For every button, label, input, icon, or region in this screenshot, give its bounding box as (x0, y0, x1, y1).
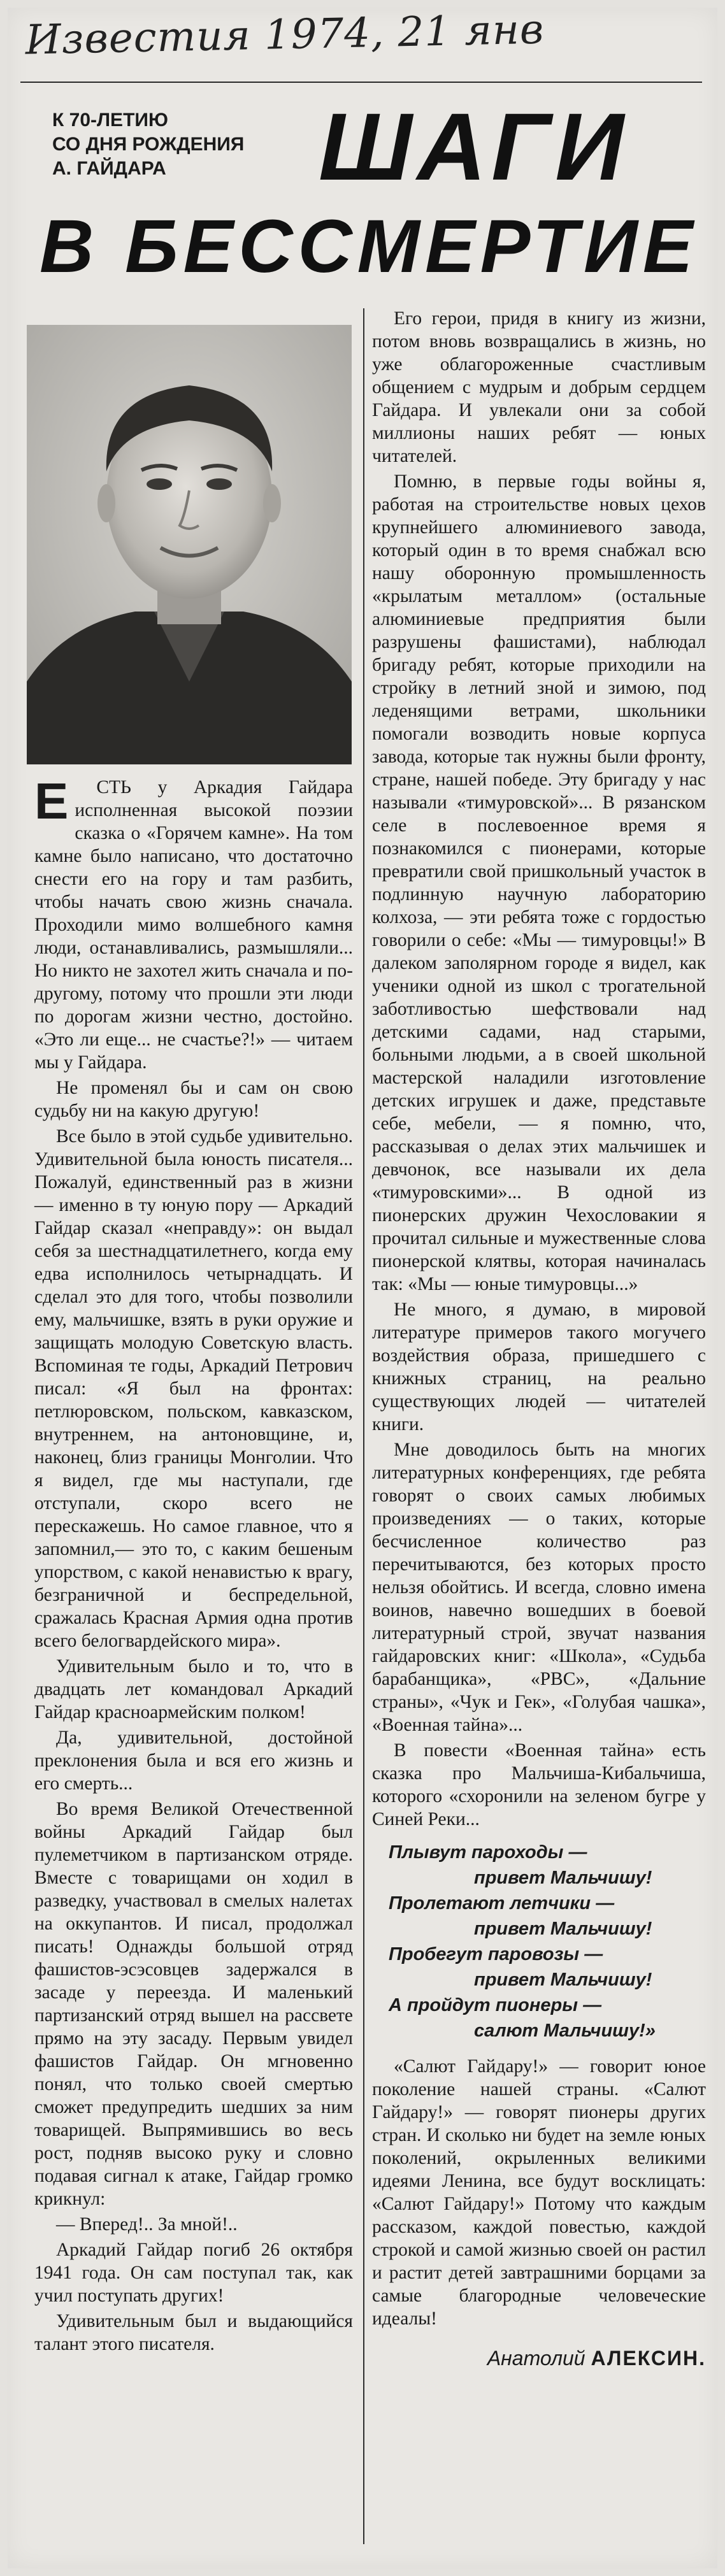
author-last-name: АЛЕКСИН. (591, 2347, 706, 2370)
handwritten-source-note: Известия 1974, 21 янв (25, 6, 545, 64)
paragraph (34, 773, 353, 1074)
poem-line: Плывут пароходы — (389, 1842, 587, 1863)
paragraph-text: СТЬ у Аркадия Гайдара исполненная высокой поэзии сказка о «Горячем камне». На том камне было написано, что достаточно снести его на гору и там разбить, чтобы начать свою жизнь сначала. Проходили мимо волшебного камня люди, останавливались, размышляли... Но никто не захотел жить сначала и по-другому, потому что прошли эти люди по дорогам жизни честно, достойно. «Это ли еще... не счастье?!» — читаем мы у Гайдара. (34, 777, 353, 1073)
header-rule (20, 82, 702, 83)
anniversary-line: К 70-ЛЕТИЮ (52, 110, 168, 131)
portrait-photo (27, 325, 352, 764)
poem-line: Пробегут паровозы — (389, 1944, 603, 1964)
paragraph: «Салют Гайдару!» — говорит юное поколение нашей страны. «Салют Гайдару!» — говорят пионеры других стран. И сколько ни будет на земле юных поколений, окрыленных великими идеями Ленина, все будут восклицать: «Салют Гайдару!» Потому что каждым рассказом, каждой повестью, каждой строкой и самой жизнью своей он растил и растит детей завтрашними борцами за самые благородные человеческие идеалы! (372, 2056, 706, 2329)
paragraph: Помню, в первые годы войны я, работая на строительстве новых цехов крупнейшего алюминиевого завода, который один в то время снабжал всю нашу оборонную промышленность «крылатым металлом» (остальные алюминиевые предприятия были разрушены фашистами), наблюдал бригаду ребят, которые приходили на стройку в летний зной и зимою, под леденящими ветрами, школьники помогали возводить новые корпуса завода, которые так нужны были фронту, стране, нашей победе. Эту бригаду у нас называли «тимуровской»... В рязанском селе в послевоенное время я познакомился с пионерами, которые превратили свой пришкольный участок в подлинную научную лабораторию колхоза, — эти ребята тоже с гордостью говорили о себе: «Мы — тимуровцы!» В далеком заполярном городе я видел, как ученики одной из школ с трогательной заботливостью шефствовали над детскими садами, над старыми, больными людьми, а в своей школьной мастерской наладили изготовление детских игрушек и даже, представьте себе, мебели, — я помню, что, рассказывая о делах этих мальчишек и девчонок, все называли их дела «тимуровскими»... В одной из пионерских дружин Чехословакии я прочитал сильные и мужественные слова пионерской клятвы, которая начиналась так: «Мы — юные тимуровцы...» (372, 471, 706, 1294)
paragraph: Не променял бы и сам он свою судьбу ни на какую другую! (34, 1078, 353, 1121)
article-right-column (372, 307, 706, 2537)
poem-line: салют Мальчишу!» (474, 2021, 656, 2041)
poem-quote (372, 1840, 706, 2043)
portrait-illustration (27, 325, 352, 764)
poem-line: Пролетают летчики — (389, 1893, 615, 1914)
article-left-column (34, 773, 353, 2559)
author-signature (372, 2347, 706, 2370)
anniversary-line: А. ГАЙДАРА (52, 158, 166, 179)
poem-line: привет Мальчишу! (474, 1970, 652, 1990)
headline-line-2: В БЕССМЕРТИЕ (39, 204, 698, 289)
paragraph: Не много, я думаю, в мировой литературе примеров такого могучего воздействия образа, пришедшего с книжных страниц, на реально существующих людей — читателей книги. (372, 1299, 706, 1435)
anniversary-line: СО ДНЯ РОЖДЕНИЯ (52, 134, 245, 155)
paragraph: Его герои, придя в книгу из жизни, потом вновь возвращались в жизнь, но уже облагороженные счастливым общением с мудрым и добрым сердцем Гайдара. И увлекали они за собой миллионы наших ребят — юных читателей. (372, 308, 706, 466)
paragraph: В повести «Военная тайна» есть сказка про Мальчиша-Кибальчиша, которого «схоронили на зеленом бугре у Синей Реки... (372, 1740, 706, 1829)
paragraph: Во время Великой Отечественной войны Аркадий Гайдар был пулеметчиком в партизанском отряде. Вместе с товарищами он ходил в разведку, участвовал в смелых налетах на оккупантов. И писал, продолжал писать! Однажды большой отряд фашистов-эсэсовцев задержался в засаде у переезда. И маленький партизанский отряд вышел на рассвете прямо на эту засаду. Первым увидел фашистов Гайдар. Он мгновенно понял, что только своей смертью сможет предупредить шедших за ним товарищей. Выпрямившись во весь рост, подняв высоко руку и словно подавая сигнал к атаке, Гайдар громко крикнул: (34, 1799, 353, 2209)
paragraph: Удивительным было и то, что в двадцать лет командовал Аркадий Гайдар красноармейским полком! (34, 1656, 353, 1722)
paragraph: Мне доводилось быть на многих литературных конференциях, где ребята говорят о своих самых любимых произведениях — о таких, которые бесчисленное количество раз перечитываются, без которых просто нельзя обойтись. И всегда, словно имена воинов, навечно вошедших в боевой литературный строй, звучат названия гайдаровских книг: «Школа», «Судьба барабанщика», «РВС», «Дальние страны», «Чук и Гек», «Голубая чашка», «Военная тайна»... (372, 1440, 706, 1735)
headline-line-1: ШАГИ (319, 93, 629, 200)
poem-line: привет Мальчишу! (474, 1868, 652, 1888)
paragraph: — Вперед!.. За мной!.. (56, 2214, 238, 2235)
poem-line: А пройдут пионеры — (389, 1995, 602, 2015)
paragraph: Аркадий Гайдар погиб 26 октября 1941 года. Он сам поступал так, как учил поступать других! (34, 2240, 353, 2306)
column-rule (363, 308, 364, 2544)
anniversary-caption (52, 108, 307, 181)
paragraph: Да, удивительной, достойной преклонения была и вся его жизнь и его смерть... (34, 1728, 353, 1794)
paragraph: Удивительным был и выдающийся талант этого писателя. (34, 2311, 353, 2354)
drop-cap: Е (34, 773, 69, 829)
poem-line: привет Мальчишу! (474, 1919, 652, 1939)
author-first-name: Анатолий (487, 2347, 585, 2370)
paragraph: Все было в этой судьбе удивительно. Удивительной была юность писателя... Пожалуй, единственный раз в жизни — именно в ту юную пору — Аркадий Гайдар сказал «неправду»: он выдал себя за шестнадцатилетнего, когда ему едва исполнилось четырнадцать. И сделал это для того, чтобы позволили ему, мальчишке, взять в руки оружие и защищать молодую Советскую власть. Вспоминая те годы, Аркадий Петрович писал: «Я был на фронтах: петлюровском, польском, кавказском, внутреннем, на антоновщине, и, наконец, близ границы Монголии. Что я видел, где мы наступали, где отступали, скоро всего не перескажешь. Но самое главное, что я запомнил,— это то, с каким бешеным упорством, с какой ненавистью к врагу, безграничной и беспредельной, сражалась Красная Армия одна против всего белогвардейского мира». (34, 1126, 353, 1651)
